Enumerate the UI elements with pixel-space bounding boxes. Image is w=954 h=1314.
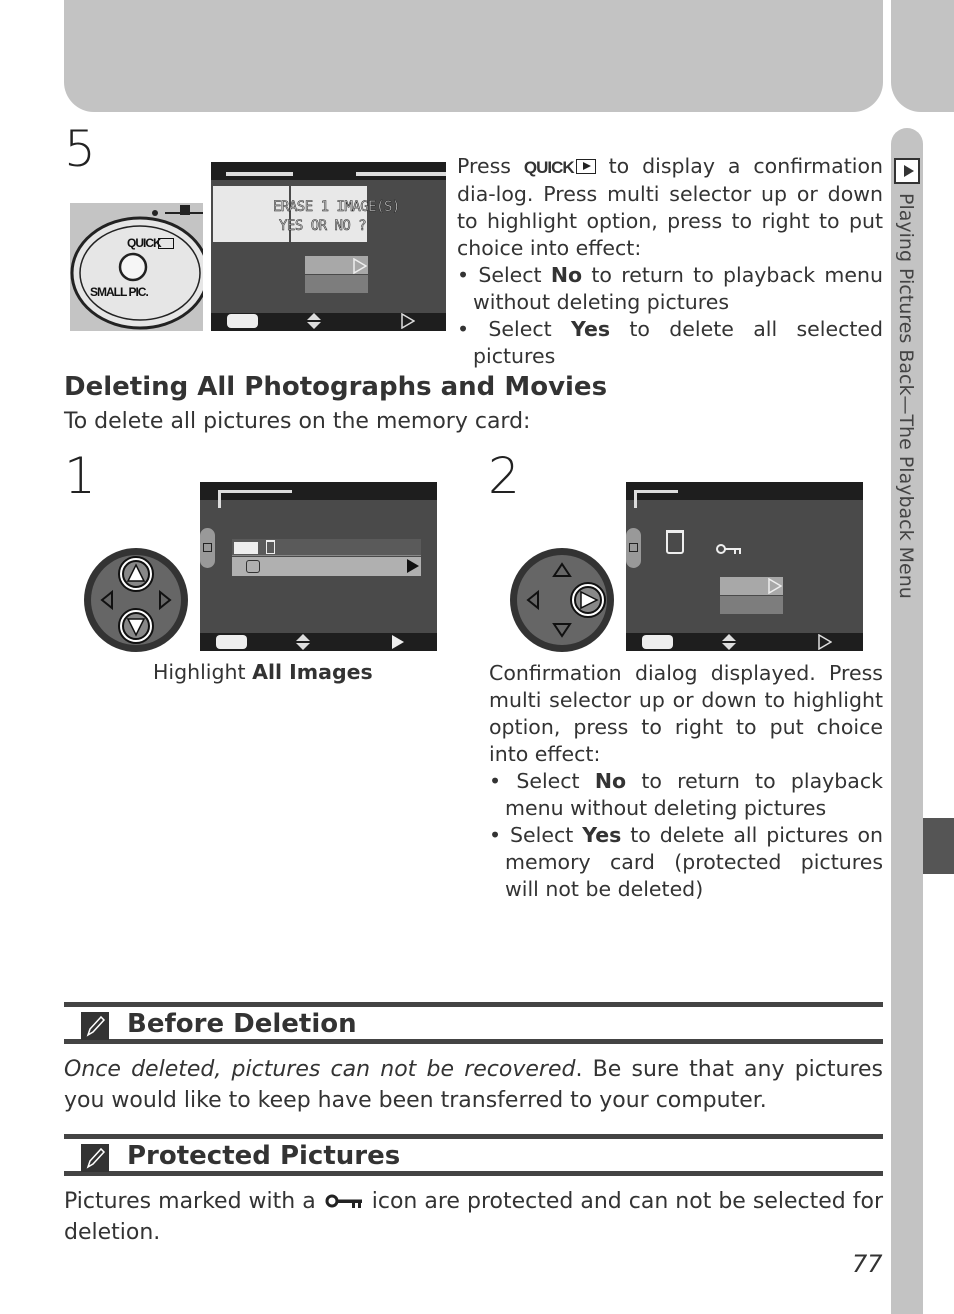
step5-instructions: [457, 153, 883, 370]
submenu-arrow-icon: [407, 559, 419, 573]
step5-bullet-no: • Select No to return to playback menu without deleting pictures: [457, 263, 883, 314]
screen-yes-no-text: YES OR NO ?: [279, 218, 367, 234]
step2-instructions: [489, 660, 883, 903]
screen-erase-text: ERASE 1 IMAGE(S): [273, 199, 400, 215]
right-arrow-icon: [401, 313, 415, 329]
step-number-5: 5: [64, 120, 96, 178]
quick-play-icon: [158, 238, 174, 249]
protect-key-icon: [325, 1193, 363, 1209]
updown-arrows-icon: [296, 634, 310, 650]
page-number: 77: [852, 1250, 883, 1278]
menu-button-indicator: [216, 635, 247, 649]
updown-arrows-icon: [307, 313, 321, 329]
side-chapter-marker: [923, 818, 954, 874]
step5-bullet-yes: • Select Yes to delete all selected pictures: [457, 317, 883, 368]
menu-row-all-images[interactable]: [232, 557, 421, 576]
step-number-2: 2: [488, 447, 520, 505]
step-number-1: 1: [64, 447, 96, 505]
lcd-delete-menu: [200, 482, 437, 651]
step5-intro-post: to display a confirmation dia-log. Press multi selector up or down to highlight option, press to right to put choice into effect:: [457, 154, 883, 260]
play-button-icon: [576, 159, 596, 174]
step5-intro-pre: Press: [457, 154, 511, 178]
option-yes[interactable]: [720, 596, 783, 614]
play-mode-icon: [203, 543, 212, 552]
camera-quick-button-illustration: [70, 203, 203, 331]
pencil-icon: [81, 1144, 109, 1172]
step2-bullet-no: • Select No to return to playback menu without deleting pictures: [489, 769, 884, 820]
step2-intro: Confirmation dialog displayed. Press multi selector up or down to highlight option, press to right to put choice into effect:: [489, 661, 883, 766]
trash-icon: [266, 540, 275, 554]
playback-icon: [894, 158, 920, 184]
quick-button-label: QUICK: [127, 236, 161, 250]
section-subtitle: To delete all pictures on the memory card:: [64, 409, 531, 434]
menu-row-selected[interactable]: [232, 539, 421, 556]
select-arrow-icon: [353, 258, 365, 272]
play-mode-icon: [629, 543, 638, 552]
updown-arrows-icon: [722, 634, 736, 650]
top-tab: [891, 0, 954, 112]
small-pic-label: SMALL PIC.: [90, 285, 148, 299]
protect-key-icon: [716, 543, 742, 555]
before-deletion-header: [64, 1002, 883, 1044]
right-arrow-icon: [818, 634, 832, 650]
all-images-icon: [246, 560, 260, 573]
protected-pictures-header: [64, 1134, 883, 1176]
multi-selector-right-illustration: [508, 546, 616, 654]
step1-caption: Highlight All Images: [153, 660, 373, 684]
grid-icon: [234, 542, 258, 554]
pencil-icon: [81, 1012, 109, 1040]
section-heading: Deleting All Photographs and Movies: [64, 372, 608, 402]
protected-pictures-text: Pictures marked with a icon are protected and can not be selected for deletion.: [64, 1189, 883, 1245]
lcd-delete-all-confirm: [626, 482, 863, 651]
before-deletion-title: Before Deletion: [127, 1009, 357, 1039]
protected-pictures-title: Protected Pictures: [127, 1141, 401, 1171]
step2-bullet-yes: • Select Yes to delete all pictures on memory card (protected pictures will not be deleted): [489, 823, 883, 901]
menu-button-indicator: [227, 314, 258, 328]
trash-icon: [666, 530, 684, 554]
lcd-erase-confirm: [211, 162, 446, 331]
before-deletion-text: Once deleted, pictures can not be recovered. Be sure that any pictures you would like to keep have been transferred to your computer.: [64, 1057, 884, 1113]
top-banner: [64, 0, 883, 112]
right-arrow-icon: [392, 635, 404, 649]
menu-button-indicator: [642, 635, 673, 649]
option-yes[interactable]: [305, 275, 368, 293]
multi-selector-up-down-illustration: [82, 546, 190, 654]
quick-button-ref: QUICK: [523, 158, 574, 177]
select-arrow-icon: [768, 578, 782, 594]
side-section-title: Playing Pictures Back—The Playback Menu: [895, 193, 917, 599]
